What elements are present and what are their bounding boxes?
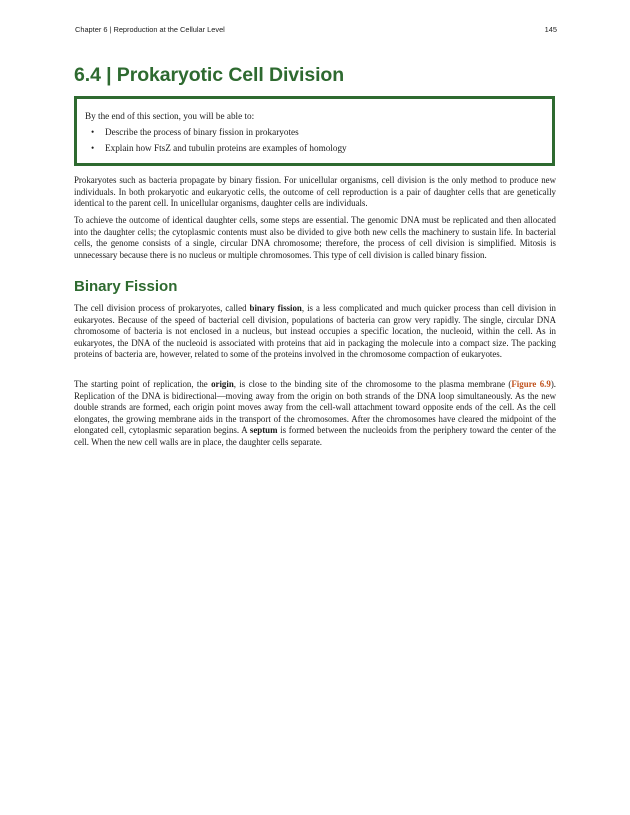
paragraph-identical-daughters: To achieve the outcome of identical daughter cells, some steps are essential. The genomic DNA must be replicated and then allocated into the daughter cells; the cytoplasmic contents must also be divided to give both new cells the machinery to sustain life. In bacterial cells, the genome consists of a single, circular DNA chromosome; therefore, the process of cell division is simplified. Mitosis is unnecessary because there is no nucleus or multiple chromosomes. This type of cell division is called binary fission.	[74, 215, 556, 260]
objectives-intro: By the end of this section, you will be able to:	[85, 111, 255, 121]
objective-item	[91, 140, 347, 156]
paragraph-intro: Prokaryotes such as bacteria propagate by binary fission. For unicellular organisms, cell division is the only method to produce new individuals. In both prokaryotic and eukaryotic cells, the outcome of cell reproduction is a pair of daughter cells that are genetically identical to the parent cell. In unicellular organisms, daughter cells are individuals.	[74, 175, 556, 209]
paragraph-binary-fission	[74, 303, 556, 361]
key-term-origin: origin	[211, 379, 234, 389]
subsection-title: Binary Fission	[74, 278, 178, 295]
running-header	[75, 25, 557, 34]
text-run: , is a less complicated and much quicker process than cell division in eukaryotes. Because of the speed of bacterial cell division, populations of bacteria can grow very rapidly. The single, circular DNA chromosome of bacteria is not enclosed in a nucleus, but instead occupies a specific location, the nucleoid, within the cell. As in eukaryotes, the DNA of the nucleoid is associated with proteins that aid in packaging the molecule into a compact size. The packing proteins of bacteria are, however, related to some of the proteins involved in the chromosome compaction of eukaryotes.	[74, 303, 556, 360]
objective-text: Describe the process of binary fission in prokaryotes	[105, 127, 299, 137]
key-term-septum: septum	[249, 425, 278, 436]
paragraph-origin	[74, 379, 556, 449]
objectives-list	[91, 124, 347, 156]
text-run: The starting point of replication, the	[74, 379, 212, 389]
section-title: 6.4 | Prokaryotic Cell Division	[74, 64, 345, 86]
text-run: The cell division process of prokaryotes, called	[74, 303, 250, 313]
text-run: ). Replication of the DNA is bidirectional—moving away from the origin on both strands of the DNA loop simultaneously. As the new double strands are formed, each origin point moves away from the cell-wall attachment toward opposite ends of the cell. As the cell elongates, the growing membrane aids in the transport of the chromosomes. After the chromosomes have cleared the midpoint of the elongated cell, cytoplasmic separation begins. A	[74, 379, 556, 436]
objective-item	[91, 124, 347, 140]
text-run: , is close to the binding site of the chromosome to the plasma membrane (	[233, 379, 512, 389]
bullet-icon: •	[91, 127, 95, 137]
chapter-label: Chapter 6 | Reproduction at the Cellular Level	[75, 25, 225, 34]
objective-text: Explain how FtsZ and tubulin proteins are examples of homology	[105, 143, 347, 153]
key-term-binary-fission: binary fission	[249, 303, 302, 313]
text-run: is formed between the nucleoids from the periphery toward the center of the cell. When the new cell walls are in place, the daughter cells separate.	[74, 425, 556, 447]
bullet-icon: •	[91, 143, 95, 153]
page-number: 145	[544, 25, 557, 34]
figure-link[interactable]: Figure 6.9	[511, 379, 551, 389]
learning-objectives-box	[74, 96, 555, 166]
